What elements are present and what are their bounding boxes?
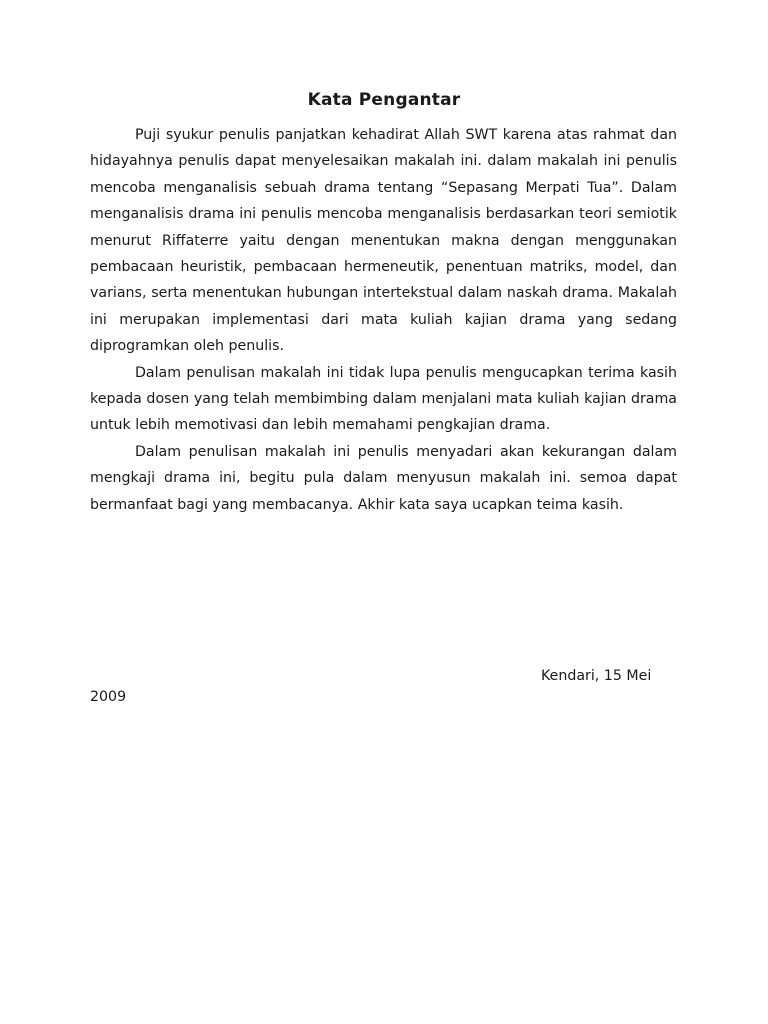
paragraph-2: Dalam penulisan makalah ini tidak lupa penulis mengucapkan terima kasih kepada dosen yang telah membimbing dalam menjalani mata kuliah kajian drama untuk lebih memotivasi dan lebih memahami pengkajian drama. [90,364,677,434]
document-body [90,122,677,518]
closing-year: 2009 [90,689,127,705]
paragraph-1: Puji syukur penulis panjatkan kehadirat Allah SWT karena atas rahmat dan hidayahnya penulis dapat menyelesaikan makalah ini. dalam makalah ini penulis mencoba menganalisis sebuah drama tentang “Sepasang Merpati Tua”. Dalam menganalisis drama ini penulis mencoba menganalisis berdasarkan teori semiotik menurut Riffaterre yaitu dengan menentukan makna dengan menggunakan pembacaan heuristik, pembacaan hermeneutik, penentuan matriks, model, dan varians, serta menentukan hubungan intertekstual dalam naskah drama. Makalah ini merupakan implementasi dari mata kuliah kajian drama yang sedang diprogramkan oleh penulis. [90,127,677,355]
paragraph-3: Dalam penulisan makalah ini penulis menyadari akan kekurangan dalam mengkaji drama ini, begitu pula dalam menyusun makalah ini. semoa dapat bermanfaat bagi yang membacanya. Akhir kata saya ucapkan teima kasih. [90,443,677,513]
closing-place-date: Kendari, 15 Mei [541,668,652,684]
page-title: Kata Pengantar [307,90,461,110]
